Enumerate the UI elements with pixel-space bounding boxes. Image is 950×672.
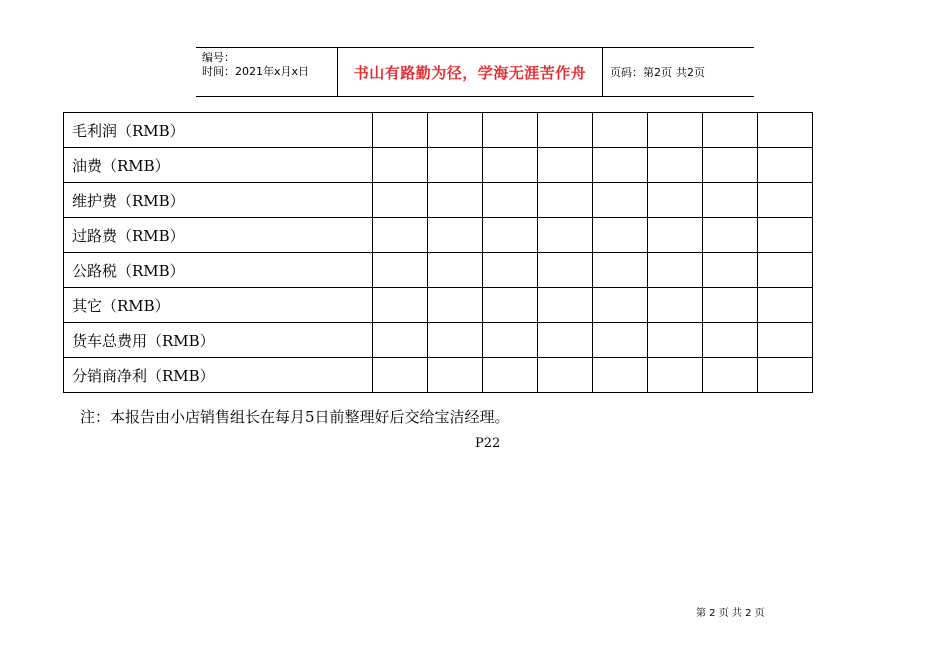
value-cell	[703, 253, 758, 288]
table-row	[64, 148, 813, 183]
value-cell	[538, 113, 593, 148]
value-cell	[428, 358, 483, 393]
value-cell	[428, 183, 483, 218]
value-cell	[428, 113, 483, 148]
value-cell	[428, 218, 483, 253]
value-cell	[648, 148, 703, 183]
value-cell	[373, 218, 428, 253]
row-label: 分销商净利（RMB）	[64, 358, 373, 393]
value-cell	[648, 183, 703, 218]
value-cell	[703, 323, 758, 358]
value-cell	[428, 288, 483, 323]
value-cell	[593, 113, 648, 148]
value-cell	[538, 358, 593, 393]
value-cell	[538, 323, 593, 358]
value-cell	[648, 323, 703, 358]
value-cell	[538, 253, 593, 288]
row-label: 过路费（RMB）	[64, 218, 373, 253]
value-cell	[593, 218, 648, 253]
value-cell	[373, 358, 428, 393]
value-cell	[373, 148, 428, 183]
value-cell	[703, 288, 758, 323]
document-number-label: 编号：	[202, 51, 235, 64]
value-cell	[703, 113, 758, 148]
value-cell	[758, 113, 813, 148]
value-cell	[483, 323, 538, 358]
page-header	[196, 47, 754, 97]
value-cell	[538, 218, 593, 253]
page-number-label: 页码：第2页	[610, 66, 672, 79]
value-cell	[593, 253, 648, 288]
value-cell	[538, 183, 593, 218]
value-cell	[648, 218, 703, 253]
value-cell	[648, 358, 703, 393]
value-cell	[758, 253, 813, 288]
value-cell	[703, 148, 758, 183]
expense-table	[63, 112, 813, 393]
header-motto: 书山有路勤为径，学海无涯苦作舟	[338, 48, 603, 96]
value-cell	[373, 323, 428, 358]
table-row	[64, 323, 813, 358]
value-cell	[758, 183, 813, 218]
value-cell	[538, 288, 593, 323]
row-label: 公路税（RMB）	[64, 253, 373, 288]
page-total-label: 共2页	[676, 66, 705, 79]
row-label: 油费（RMB）	[64, 148, 373, 183]
value-cell	[428, 148, 483, 183]
value-cell	[758, 358, 813, 393]
value-cell	[483, 253, 538, 288]
value-cell	[373, 253, 428, 288]
value-cell	[758, 288, 813, 323]
value-cell	[593, 148, 648, 183]
table-row	[64, 113, 813, 148]
value-cell	[483, 148, 538, 183]
document-time-label: 时间：2021年x月x日	[202, 65, 310, 78]
value-cell	[593, 183, 648, 218]
row-label: 货车总费用（RMB）	[64, 323, 373, 358]
value-cell	[758, 218, 813, 253]
page-code: P22	[475, 436, 501, 451]
row-label: 其它（RMB）	[64, 288, 373, 323]
value-cell	[483, 183, 538, 218]
value-cell	[538, 148, 593, 183]
expense-table-body	[64, 113, 813, 393]
value-cell	[373, 113, 428, 148]
value-cell	[483, 218, 538, 253]
table-row	[64, 218, 813, 253]
value-cell	[373, 183, 428, 218]
value-cell	[593, 358, 648, 393]
value-cell	[703, 183, 758, 218]
value-cell	[703, 218, 758, 253]
value-cell	[593, 323, 648, 358]
report-note: 注：本报告由小店销售组长在每月5日前整理好后交给宝洁经理。	[80, 408, 510, 426]
value-cell	[428, 253, 483, 288]
value-cell	[373, 288, 428, 323]
value-cell	[483, 113, 538, 148]
value-cell	[648, 253, 703, 288]
header-meta-cell	[196, 48, 338, 96]
value-cell	[593, 288, 648, 323]
table-row	[64, 358, 813, 393]
value-cell	[648, 288, 703, 323]
value-cell	[703, 358, 758, 393]
value-cell	[483, 288, 538, 323]
table-row	[64, 253, 813, 288]
row-label: 维护费（RMB）	[64, 183, 373, 218]
value-cell	[648, 113, 703, 148]
table-row	[64, 288, 813, 323]
row-label: 毛利润（RMB）	[64, 113, 373, 148]
value-cell	[758, 323, 813, 358]
value-cell	[428, 323, 483, 358]
table-row	[64, 183, 813, 218]
page-footer: 第 2 页 共 2 页	[696, 608, 765, 619]
header-page-cell	[603, 48, 754, 96]
value-cell	[758, 148, 813, 183]
value-cell	[483, 358, 538, 393]
